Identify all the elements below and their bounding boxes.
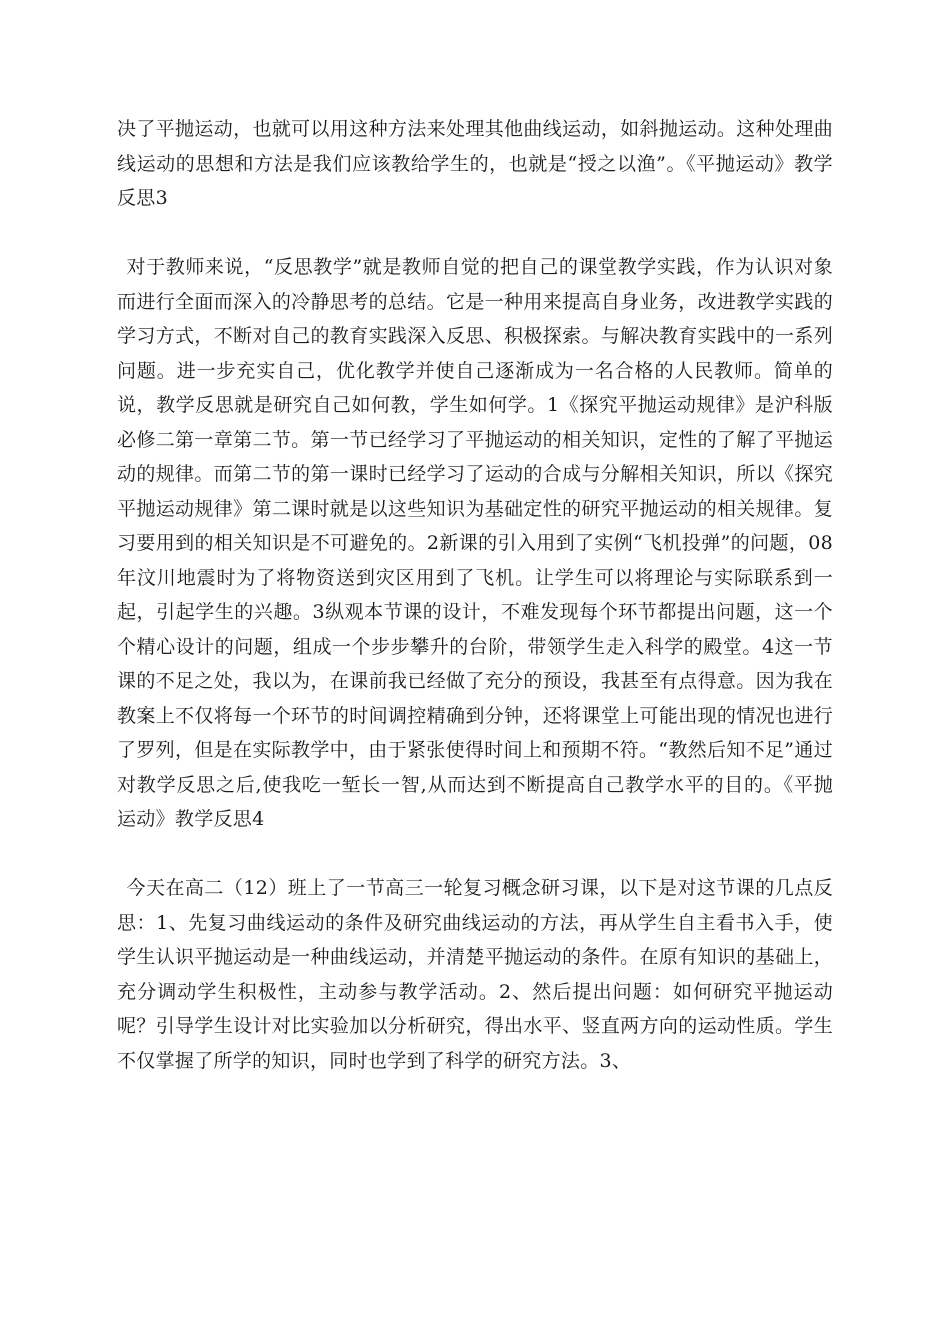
document-body [117,112,833,1078]
paragraph-1: 决了平抛运动，也就可以用这种方法来处理其他曲线运动，如斜抛运动。这种处理曲线运动的思想和方法是我们应该教给学生的，也就是“授之以渔”。《平抛运动》教学反思3 [117,118,833,209]
paragraph-2: 对于教师来说，“反思教学”就是教师自觉的把自己的课堂教学实践，作为认识对象而进行全面而深入的冷静思考的总结。它是一种用来提高自身业务，改进教学实践的学习方式，不断对自己的教育实践深入反思、积极探索。与解决教育实践中的一系列问题。进一步充实自己，优化教学并使自己逐渐成为一名合格的人民教师。简单的说，教学反思就是研究自己如何教，学生如何学。1《探究平抛运动规律》是沪科版必修二第一章第二节。第一节已经学习了平抛运动的相关知识，定性的了解了平抛运动的规律。而第二节的第一课时已经学习了运动的合成与分解相关知识，所以《探究平抛运动规律》第二课时就是以这些知识为基础定性的研究平抛运动的相关规律。复习要用到的相关知识是不可避免的。2新课的引入用到了实例“飞机投弹”的问题，08年汶川地震时为了将物资送到灾区用到了飞机。让学生可以将理论与实际联系到一起，引起学生的兴趣。3纵观本节课的设计，不难发现每个环节都提出问题，这一个个精心设计的问题，组成一个步步攀升的台阶，带领学生走入科学的殿堂。4这一节课的不足之处，我以为，在课前我已经做了充分的预设，我甚至有点得意。因为我在教案上不仅将每一个环节的时间调控精确到分钟，还将课堂上可能出现的情况也进行了罗列，但是在实际教学中，由于紧张使得时间上和预期不符。“教然后知不足”通过对教学反思之后,使我吃一堑长一智,从而达到不断提高自己教学水平的目的。《平抛运动》教学反思4 [117,256,833,830]
paragraph-gap [117,837,833,872]
paragraph-3: 今天在高二（12）班上了一节高三一轮复习概念研习课，以下是对这节课的几点反思：1、先复习曲线运动的条件及研究曲线运动的方法，再从学生自主看书入手，使学生认识平抛运动是一种曲线运动，并清楚平抛运动的条件。在原有知识的基础上，充分调动学生积极性，主动参与教学活动。2、然后提出问题：如何研究平抛运动呢？引导学生设计对比实验加以分析研究，得出水平、竖直两方向的运动性质。学生不仅掌握了所学的知识，同时也学到了科学的研究方法。3、 [117,877,833,1072]
paragraph-gap [117,216,833,251]
